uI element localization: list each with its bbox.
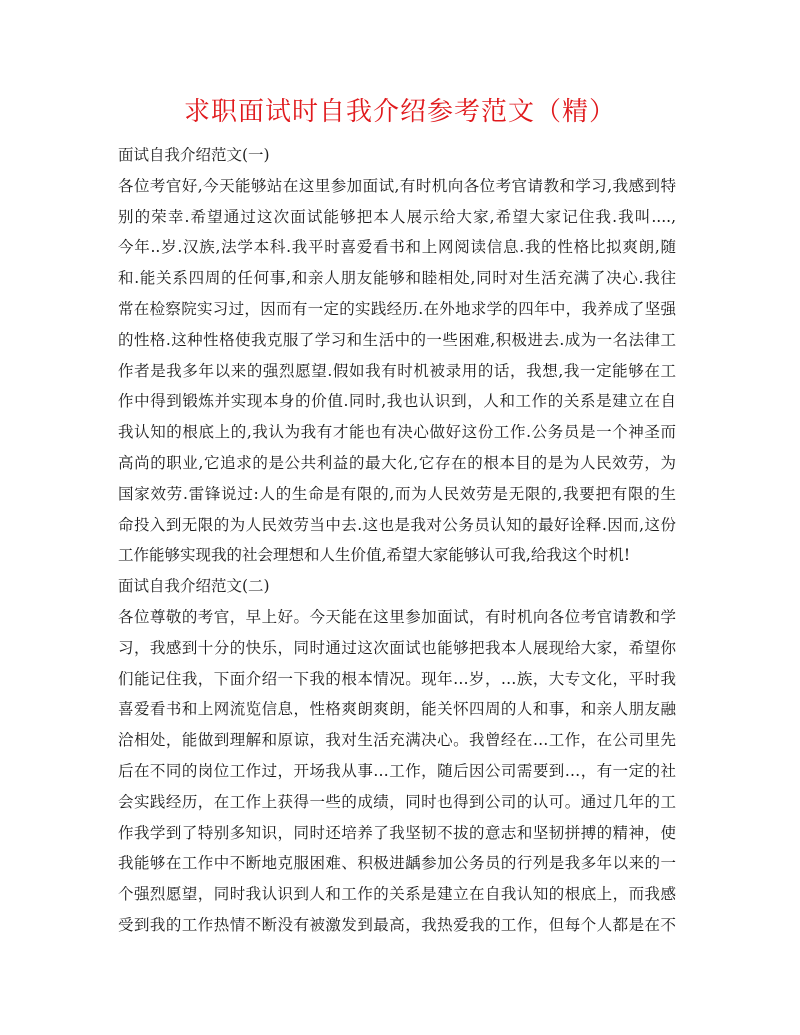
paragraph-line: 别的荣幸.希望通过这次面试能够把本人展示给大家,希望大家记住我.我叫...., [118,207,676,226]
paragraph-line: 洽相处，能做到理解和原谅，我对生活充满决心。我曾经在…工作，在公司里先 [118,731,676,750]
paragraph-line: 作者是我多年以来的强烈愿望.假如我有时机被录用的话，我想,我一定能够在工 [118,361,676,380]
paragraph-line: 个强烈愿望，同时我认识到人和工作的关系是建立在自我认知的根底上，而我感 [118,885,676,904]
paragraph-line: 和.能关系四周的任何事,和亲人朋友能够和睦相处,同时对生活充满了决心.我往 [118,269,676,288]
section-heading: 面试自我介绍范文(二) [118,577,270,596]
paragraph-line: 各位尊敬的考官，早上好。今天能在这里参加面试，有时机向各位考官请教和学 [118,607,676,626]
paragraph-line: 会实践经历，在工作上获得一些的成绩，同时也得到公司的认可。通过几年的工 [118,792,676,811]
document-title: 求职面试时自我介绍参考范文（精） [183,97,616,127]
paragraph-line: 我能够在工作中不断地克服困难、积极进龋参加公务员的行列是我多年以来的一 [118,854,676,873]
document-body [118,140,676,941]
paragraph-line: 命投入到无限的为人民效劳当中去.这也是我对公务员认知的最好诠释.因而,这份 [118,515,676,534]
paragraph-line: 受到我的工作热情不断没有被激发到最高，我热爱我的工作，但每个人都是在不 [118,915,676,934]
paragraph-line: 作我学到了特别多知识，同时还培养了我坚韧不拔的意志和坚韧拼搏的精神，使 [118,823,676,842]
paragraph-line: 我认知的根底上的,我认为我有才能也有决心做好这份工作.公务员是一个神圣而 [118,423,676,442]
paragraph-line: 喜爱看书和上网流览信息，性格爽朗爽朗，能关怀四周的人和事，和亲人朋友融 [118,700,676,719]
paragraph-line: 们能记住我，下面介绍一下我的根本情况。现年…岁，…族，大专文化，平时我 [118,669,676,688]
paragraph-line: 后在不同的岗位工作过，开场我从事…工作，随后因公司需要到…，有一定的社 [118,761,676,780]
paragraph-line: 常在检察院实习过，因而有一定的实践经历.在外地求学的四年中，我养成了坚强 [118,299,676,318]
paragraph-line: 国家效劳.雷锋说过:人的生命是有限的,而为人民效劳是无限的,我要把有限的生 [118,484,676,503]
paragraph-line: 今年..岁.汉族,法学本科.我平时喜爱看书和上网阅读信息.我的性格比拟爽朗,随 [118,238,676,257]
paragraph-line: 高尚的职业,它追求的是公共利益的最大化,它存在的根本目的是为人民效劳，为 [118,453,676,472]
paragraph-line: 工作能够实现我的社会理想和人生价值,希望大家能够认可我,给我这个时机! [118,546,631,565]
paragraph-line: 习，我感到十分的快乐，同时通过这次面试也能够把我本人展现给大家，希望你 [118,638,676,657]
paragraph-line: 各位考官好,今天能够站在这里参加面试,有时机向各位考官请教和学习,我感到特 [118,176,676,195]
paragraph-line: 作中得到锻炼并实现本身的价值.同时,我也认识到，人和工作的关系是建立在自 [118,392,676,411]
section-heading: 面试自我介绍范文(一) [118,146,270,164]
paragraph-line: 的性格.这种性格使我克服了学习和生活中的一些困难,积极进去.成为一名法律工 [118,330,676,349]
